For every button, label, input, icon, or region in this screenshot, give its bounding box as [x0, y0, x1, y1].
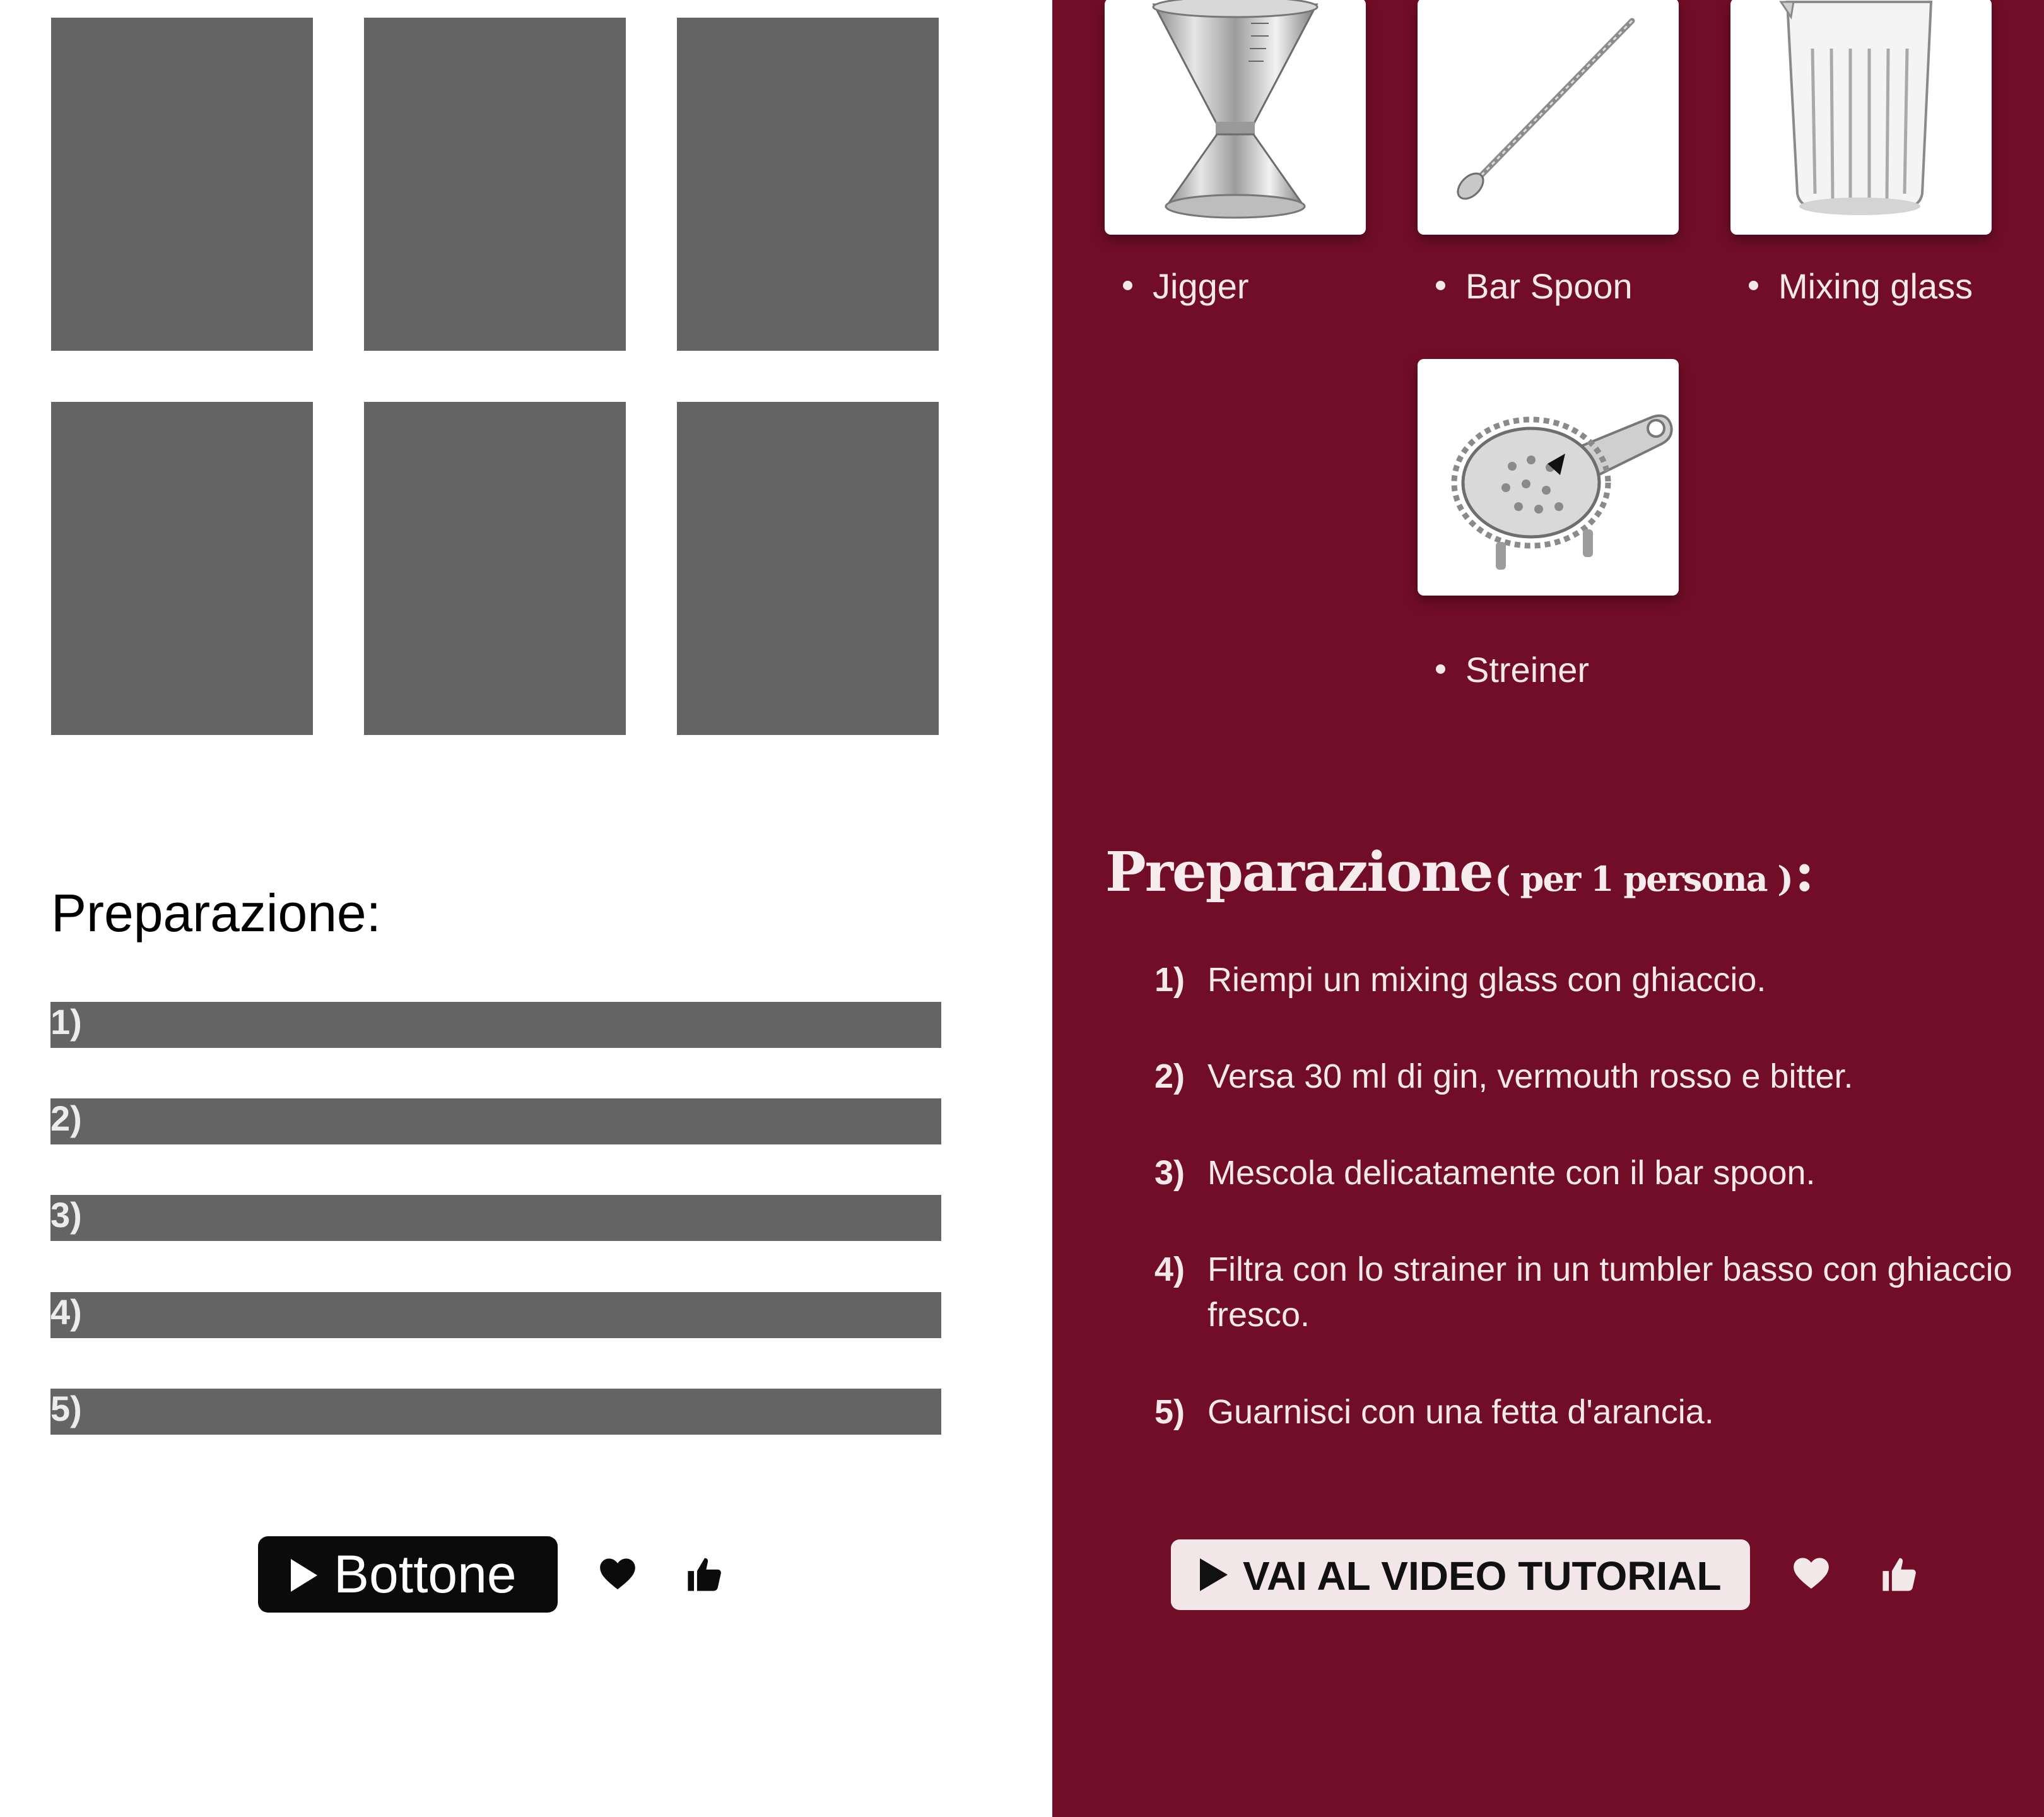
step-text: Guarnisci con una fetta d'arancia. — [1207, 1393, 1714, 1431]
tool-card-strainer — [1418, 359, 1679, 596]
wireframe-step-bar — [50, 1195, 941, 1241]
step-number: 4) — [1154, 1250, 1185, 1288]
bullet — [1436, 664, 1445, 674]
bullet — [1749, 281, 1758, 290]
step-text: Versa 30 ml di gin, vermouth rosso e bitter. — [1207, 1057, 1853, 1095]
play-icon — [1200, 1558, 1228, 1591]
tool-name: Streiner — [1465, 650, 1590, 690]
image-placeholder — [364, 18, 626, 351]
mixing-glass-icon — [1730, 0, 1992, 235]
wireframe-step-number: 5) — [50, 1389, 82, 1428]
tool-name: Bar Spoon — [1465, 266, 1633, 306]
jigger-icon — [1105, 0, 1366, 235]
tool-label — [1436, 266, 1633, 306]
step-number: 1) — [1154, 961, 1185, 999]
bullet — [1123, 281, 1132, 290]
tool-label — [1436, 652, 1589, 688]
wireframe-step-bar — [50, 1002, 941, 1048]
wireframe-step-number: 4) — [50, 1292, 82, 1332]
play-icon — [291, 1559, 317, 1592]
bar-spoon-icon — [1418, 0, 1679, 235]
wireframe-step-bar — [50, 1389, 941, 1435]
tool-card-mixing-glass — [1730, 0, 1992, 235]
wireframe-button-label: Bottone — [334, 1544, 517, 1604]
wireframe-step-number: 3) — [50, 1195, 82, 1235]
tool-card-bar-spoon — [1418, 0, 1679, 235]
tool-label — [1123, 266, 1249, 306]
step-text: Mescola delicatamente con il bar spoon. — [1207, 1154, 1816, 1192]
step-text: Riempi un mixing glass con ghiaccio. — [1207, 961, 1766, 999]
wireframe-step-bar — [50, 1292, 941, 1338]
preparation-subtitle: ( per 1 persona ) — [1495, 859, 1792, 899]
tool-name: Mixing glass — [1778, 266, 1973, 306]
step-item — [1154, 1150, 2012, 1196]
image-placeholder — [364, 402, 626, 735]
video-tutorial-label: VAI AL VIDEO TUTORIAL — [1243, 1553, 1722, 1599]
image-placeholder — [51, 402, 313, 735]
wireframe-play-button[interactable] — [258, 1536, 558, 1613]
wireframe-step-number: 1) — [50, 1002, 82, 1042]
step-item — [1154, 1247, 2012, 1338]
tool-card-jigger — [1105, 0, 1366, 235]
strainer-icon — [1418, 359, 1679, 596]
tool-label — [1749, 266, 1973, 306]
preparation-colon: : — [1794, 840, 1814, 904]
thumbs-up-icon[interactable] — [686, 1556, 723, 1592]
wireframe-step-bar — [50, 1098, 941, 1144]
heart-icon[interactable] — [1793, 1556, 1830, 1591]
bullet — [1436, 281, 1445, 290]
video-tutorial-button[interactable] — [1171, 1539, 1750, 1610]
preparation-title — [1105, 840, 1814, 904]
image-placeholder — [51, 18, 313, 351]
wireframe-title: Preparazione: — [51, 883, 381, 943]
image-placeholder — [677, 18, 939, 351]
step-item — [1154, 957, 2012, 1003]
step-number: 5) — [1154, 1393, 1185, 1431]
step-item — [1154, 1389, 2012, 1435]
heart-icon[interactable] — [599, 1557, 636, 1591]
wireframe-step-number: 2) — [50, 1098, 82, 1138]
step-item — [1154, 1054, 2012, 1099]
tool-name: Jigger — [1153, 266, 1249, 306]
thumbs-up-icon[interactable] — [1881, 1556, 1918, 1592]
step-number: 3) — [1154, 1154, 1185, 1192]
step-number: 2) — [1154, 1057, 1185, 1095]
preparation-title-text: Preparazione — [1105, 840, 1493, 904]
image-placeholder — [677, 402, 939, 735]
step-text: Filtra con lo strainer in un tumbler basso con ghiaccio fresco. — [1207, 1250, 2012, 1334]
